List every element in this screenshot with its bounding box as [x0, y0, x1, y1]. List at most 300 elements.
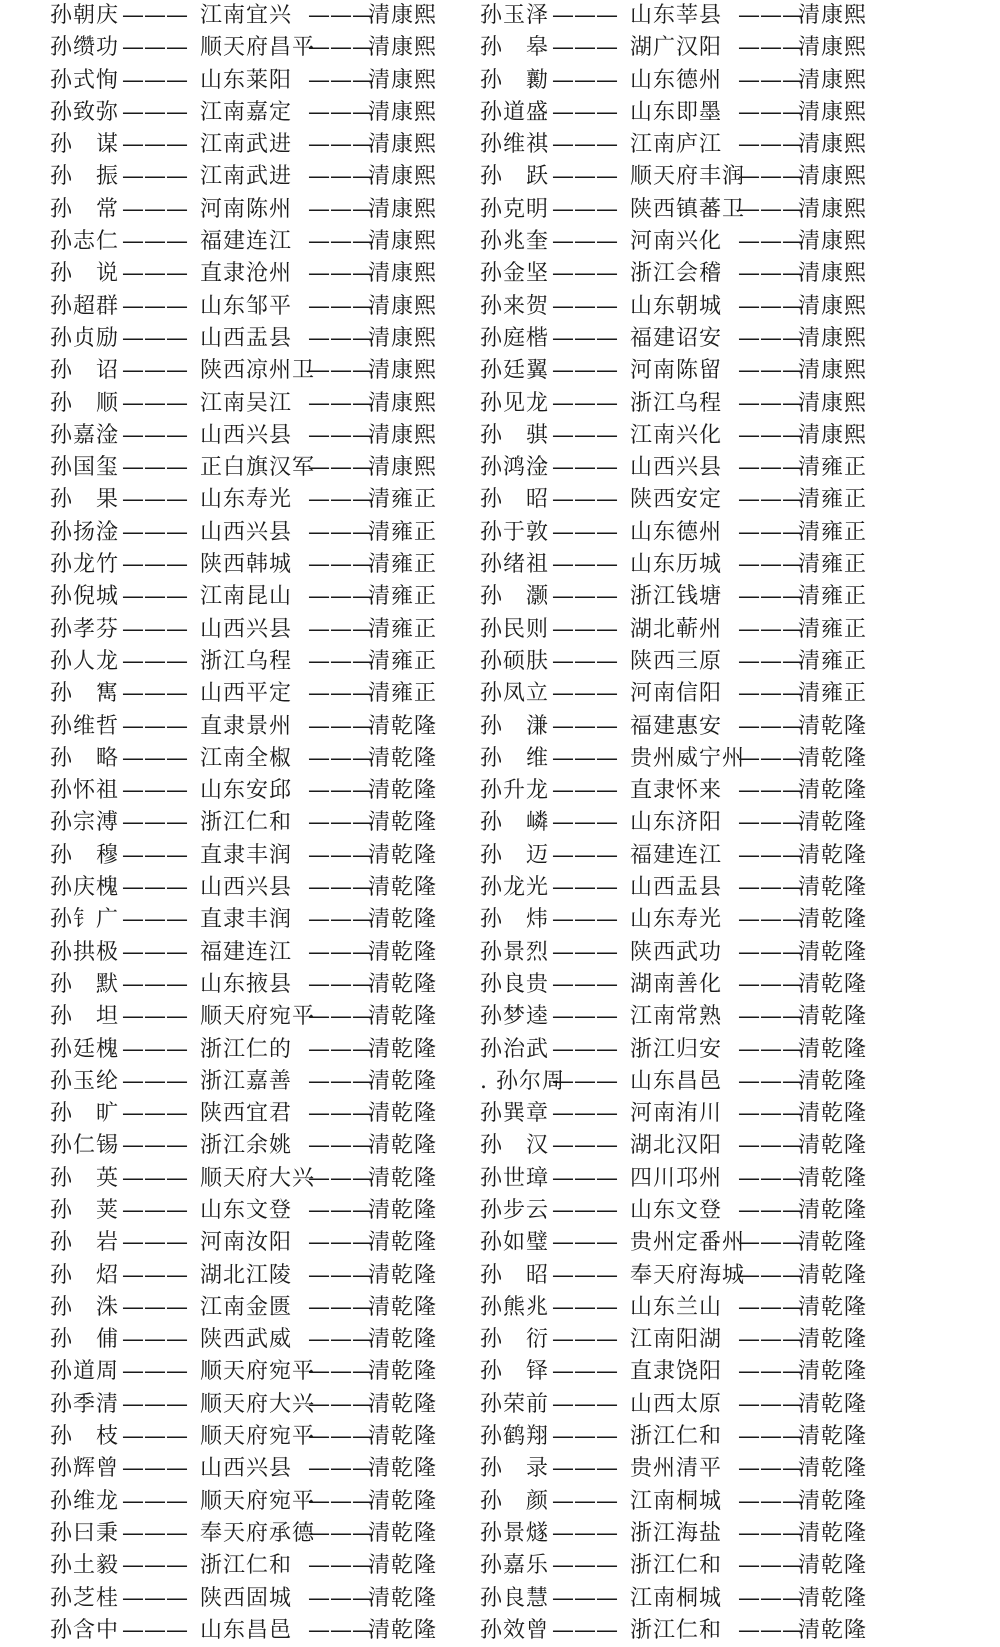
person-name: 孙鸿淦: [480, 455, 550, 481]
list-item: [480, 291, 950, 323]
place-of-origin: 陕西武功: [630, 939, 723, 965]
separator: ———: [738, 196, 804, 222]
person-name: 孙 寯: [50, 681, 120, 707]
person-name: 孙 岩: [50, 1230, 120, 1256]
list-item: [480, 1260, 950, 1292]
place-of-origin: 山东寿光: [630, 907, 723, 933]
person-name: 孙人龙: [50, 648, 120, 674]
person-name: 孙如璧: [480, 1230, 550, 1256]
dynasty-era: 清雍正: [368, 616, 438, 642]
list-item: [480, 1453, 950, 1485]
separator: ———: [552, 1036, 618, 1062]
person-name: 孙熊兆: [480, 1294, 550, 1320]
dynasty-era: 清乾隆: [368, 1585, 438, 1611]
separator: ———: [308, 1424, 374, 1450]
place-of-origin: 山东文登: [200, 1197, 293, 1223]
separator: ———: [122, 745, 188, 771]
separator: ———: [552, 67, 618, 93]
list-item: [480, 1486, 950, 1518]
separator: ———: [738, 1327, 804, 1353]
place-of-origin: 奉天府海城: [630, 1262, 746, 1288]
dynasty-era: 清乾隆: [798, 1262, 868, 1288]
place-of-origin: 陕西凉州卫: [200, 358, 316, 384]
person-name: 孙 迈: [480, 842, 550, 868]
list-item: [50, 1292, 470, 1324]
list-item: [50, 0, 470, 32]
list-item: [50, 549, 470, 581]
place-of-origin: 浙江会稽: [630, 261, 723, 287]
place-of-origin: 福建惠安: [630, 713, 723, 739]
place-of-origin: 湖北江陵: [200, 1262, 293, 1288]
dynasty-era: 清康熙: [798, 132, 868, 158]
place-of-origin: 浙江余姚: [200, 1133, 293, 1159]
person-name: 孙含中: [50, 1617, 120, 1643]
list-item: [480, 32, 950, 64]
list-item: [480, 323, 950, 355]
dynasty-era: 清乾隆: [368, 1327, 438, 1353]
dynasty-era: 清康熙: [368, 455, 438, 481]
person-name: 孙 英: [50, 1165, 120, 1191]
separator: ———: [308, 1165, 374, 1191]
list-item: [50, 388, 470, 420]
separator: ———: [552, 1004, 618, 1030]
dynasty-era: 清乾隆: [368, 1424, 438, 1450]
dynasty-era: 清康熙: [368, 325, 438, 351]
list-item: [50, 743, 470, 775]
person-name: 孙道周: [50, 1359, 120, 1385]
list-item: [50, 937, 470, 969]
dynasty-era: 清康熙: [798, 229, 868, 255]
list-item: [50, 807, 470, 839]
separator: ———: [122, 1553, 188, 1579]
separator: ———: [122, 1585, 188, 1611]
separator: ———: [552, 1165, 618, 1191]
separator: ———: [122, 907, 188, 933]
dynasty-era: 清乾隆: [368, 1133, 438, 1159]
list-item: [480, 1001, 950, 1033]
dynasty-era: 清雍正: [798, 487, 868, 513]
place-of-origin: 山东邹平: [200, 293, 293, 319]
place-of-origin: 浙江仁和: [200, 810, 293, 836]
dynasty-era: 清乾隆: [798, 971, 868, 997]
list-item: [480, 1550, 950, 1582]
separator: ———: [122, 1133, 188, 1159]
separator: ———: [552, 261, 618, 287]
list-item: [480, 517, 950, 549]
dynasty-era: 清雍正: [368, 584, 438, 610]
separator: ———: [552, 1133, 618, 1159]
separator: ———: [308, 422, 374, 448]
separator: ———: [308, 971, 374, 997]
separator: ———: [308, 1327, 374, 1353]
separator: ———: [308, 1197, 374, 1223]
separator: ———: [122, 1520, 188, 1546]
place-of-origin: 江南金匮: [200, 1294, 293, 1320]
separator: ———: [738, 1068, 804, 1094]
dynasty-era: 清乾隆: [368, 875, 438, 901]
dynasty-era: 清乾隆: [798, 1424, 868, 1450]
separator: ———: [308, 358, 374, 384]
dynasty-era: 清乾隆: [368, 1391, 438, 1417]
person-name: 孙 昭: [480, 1262, 550, 1288]
dynasty-era: 清乾隆: [798, 1036, 868, 1062]
list-item: [50, 1389, 470, 1421]
place-of-origin: 山西兴县: [200, 519, 293, 545]
separator: ———: [738, 1585, 804, 1611]
place-of-origin: 顺天府昌平: [200, 35, 316, 61]
list-item: [480, 549, 950, 581]
dynasty-era: 清乾隆: [798, 939, 868, 965]
person-name: 孙 顺: [50, 390, 120, 416]
place-of-origin: 福建连江: [630, 842, 723, 868]
separator: ———: [308, 584, 374, 610]
place-of-origin: 山东掖县: [200, 971, 293, 997]
separator: ———: [738, 422, 804, 448]
place-of-origin: 湖北汉阳: [630, 1133, 723, 1159]
person-name: 孙荣前: [480, 1391, 550, 1417]
list-item: [50, 291, 470, 323]
place-of-origin: 江南嘉定: [200, 99, 293, 125]
person-name: 孙兆奎: [480, 229, 550, 255]
separator: ———: [552, 1520, 618, 1546]
separator: ———: [738, 1553, 804, 1579]
person-name: 孙曰秉: [50, 1520, 120, 1546]
separator: ———: [552, 3, 618, 28]
list-item: [50, 646, 470, 678]
separator: ———: [122, 3, 188, 28]
place-of-origin: 江南昆山: [200, 584, 293, 610]
place-of-origin: 直隶饶阳: [630, 1359, 723, 1385]
separator: ———: [122, 99, 188, 125]
separator: ———: [122, 810, 188, 836]
separator: ———: [308, 196, 374, 222]
dynasty-era: 清雍正: [368, 519, 438, 545]
person-name: 孙绪祖: [480, 552, 550, 578]
place-of-origin: 山东昌邑: [200, 1617, 293, 1643]
place-of-origin: 河南汝阳: [200, 1230, 293, 1256]
list-item: [480, 355, 950, 387]
place-of-origin: 江南阳湖: [630, 1327, 723, 1353]
list-item: [50, 258, 470, 290]
separator: ———: [122, 229, 188, 255]
separator: ———: [552, 616, 618, 642]
person-name: 孙辉曾: [50, 1456, 120, 1482]
place-of-origin: 山东历城: [630, 552, 723, 578]
separator: ———: [738, 1456, 804, 1482]
person-name: 孙 俌: [50, 1327, 120, 1353]
person-name: 孙 说: [50, 261, 120, 287]
separator: ———: [552, 164, 618, 190]
separator: ———: [122, 1327, 188, 1353]
list-item: [480, 1615, 950, 1647]
person-name: 孙 炜: [480, 907, 550, 933]
place-of-origin: 浙江仁和: [630, 1553, 723, 1579]
dynasty-era: 清乾隆: [798, 745, 868, 771]
separator: ———: [122, 164, 188, 190]
dynasty-era: 清乾隆: [798, 810, 868, 836]
list-item: [50, 904, 470, 936]
separator: ———: [122, 293, 188, 319]
dynasty-era: 清乾隆: [798, 1456, 868, 1482]
place-of-origin: 山东安邱: [200, 778, 293, 804]
list-item: [50, 355, 470, 387]
person-name: 孙世璋: [480, 1165, 550, 1191]
list-item: [480, 1583, 950, 1615]
dynasty-era: 清雍正: [798, 584, 868, 610]
dynasty-era: 清雍正: [798, 616, 868, 642]
list-item: [50, 1615, 470, 1647]
list-item: [480, 258, 950, 290]
person-name: 孙景烈: [480, 939, 550, 965]
dynasty-era: 清乾隆: [368, 1359, 438, 1385]
person-name: 孙克明: [480, 196, 550, 222]
list-item: [50, 1195, 470, 1227]
place-of-origin: 陕西宜君: [200, 1101, 293, 1127]
place-of-origin: 山东济阳: [630, 810, 723, 836]
separator: ———: [552, 229, 618, 255]
list-item: [50, 32, 470, 64]
person-name: 孙孝芬: [50, 616, 120, 642]
person-name: 孙仁锡: [50, 1133, 120, 1159]
person-name: 孙见龙: [480, 390, 550, 416]
separator: ———: [122, 325, 188, 351]
separator: ———: [552, 1359, 618, 1385]
person-name: 孙 旷: [50, 1101, 120, 1127]
person-name: 孙廷槐: [50, 1036, 120, 1062]
dynasty-era: 清康熙: [798, 3, 868, 28]
separator: ———: [308, 616, 374, 642]
separator: ———: [552, 487, 618, 513]
separator: ———: [308, 1553, 374, 1579]
dynasty-era: 清乾隆: [798, 1391, 868, 1417]
person-name: 孙良慧: [480, 1585, 550, 1611]
separator: ———: [552, 1197, 618, 1223]
list-item: [50, 840, 470, 872]
place-of-origin: 河南陈州: [200, 196, 293, 222]
dynasty-era: 清康熙: [368, 196, 438, 222]
list-item: [50, 1518, 470, 1550]
place-of-origin: 山西盂县: [630, 875, 723, 901]
place-of-origin: 浙江钱塘: [630, 584, 723, 610]
dynasty-era: 清康熙: [368, 35, 438, 61]
dynasty-era: 清康熙: [798, 67, 868, 93]
place-of-origin: 山东兰山: [630, 1294, 723, 1320]
separator: ———: [308, 1456, 374, 1482]
list-item: [480, 161, 950, 193]
list-item: [50, 129, 470, 161]
list-item: [50, 1034, 470, 1066]
separator: ———: [122, 1359, 188, 1385]
place-of-origin: 山西兴县: [200, 1456, 293, 1482]
separator: ———: [552, 648, 618, 674]
place-of-origin: 直隶沧州: [200, 261, 293, 287]
list-item: [50, 1163, 470, 1195]
list-item: [480, 1292, 950, 1324]
separator: ———: [308, 35, 374, 61]
separator: ———: [738, 1617, 804, 1643]
place-of-origin: 山东即墨: [630, 99, 723, 125]
list-item: [480, 1227, 950, 1259]
separator: ———: [738, 616, 804, 642]
separator: ———: [552, 455, 618, 481]
separator: ———: [122, 422, 188, 448]
person-name: 孙 跃: [480, 164, 550, 190]
list-item: [50, 420, 470, 452]
dynasty-era: 清康熙: [368, 358, 438, 384]
separator: ———: [308, 1617, 374, 1643]
person-name: 孙 荚: [50, 1197, 120, 1223]
dynasty-era: 清康熙: [798, 261, 868, 287]
list-item: [480, 1066, 950, 1098]
separator: ———: [122, 1617, 188, 1643]
separator: ———: [122, 875, 188, 901]
place-of-origin: 陕西韩城: [200, 552, 293, 578]
separator: ———: [738, 552, 804, 578]
separator: ———: [552, 519, 618, 545]
separator: ———: [552, 1101, 618, 1127]
person-name: 孙 谋: [50, 132, 120, 158]
separator: ———: [552, 1327, 618, 1353]
place-of-origin: 福建诏安: [630, 325, 723, 351]
dynasty-era: 清乾隆: [368, 1488, 438, 1514]
place-of-origin: 陕西镇蕃卫: [630, 196, 746, 222]
separator: ———: [308, 132, 374, 158]
dynasty-era: 清乾隆: [798, 1068, 868, 1094]
place-of-origin: 陕西三原: [630, 648, 723, 674]
list-item: [50, 614, 470, 646]
person-name: 孙 骐: [480, 422, 550, 448]
list-item: [50, 1583, 470, 1615]
dynasty-era: 清雍正: [798, 681, 868, 707]
person-name: 孙芝桂: [50, 1585, 120, 1611]
list-item: [50, 484, 470, 516]
separator: ———: [552, 132, 618, 158]
place-of-origin: 福建连江: [200, 939, 293, 965]
separator: ———: [738, 584, 804, 610]
separator: ———: [308, 1391, 374, 1417]
separator: ———: [122, 1101, 188, 1127]
dynasty-era: 清乾隆: [798, 1133, 868, 1159]
dynasty-era: 清乾隆: [368, 1617, 438, 1643]
separator: ———: [738, 810, 804, 836]
place-of-origin: 山西盂县: [200, 325, 293, 351]
separator: ———: [738, 390, 804, 416]
person-name: 孙倪城: [50, 584, 120, 610]
person-name: 孙 维: [480, 745, 550, 771]
dynasty-era: 清康熙: [798, 390, 868, 416]
separator: ———: [552, 196, 618, 222]
separator: ———: [738, 1262, 804, 1288]
person-name: 孙 勷: [480, 67, 550, 93]
separator: ———: [738, 778, 804, 804]
dynasty-era: 清康熙: [368, 422, 438, 448]
dynasty-era: 清乾隆: [368, 1456, 438, 1482]
person-name: 孙维龙: [50, 1488, 120, 1514]
separator: ———: [738, 519, 804, 545]
person-name: 孙 昭: [480, 487, 550, 513]
place-of-origin: 陕西安定: [630, 487, 723, 513]
separator: ———: [552, 1294, 618, 1320]
list-item: [50, 452, 470, 484]
person-name: 孙嘉淦: [50, 422, 120, 448]
list-item: [480, 1324, 950, 1356]
separator: ———: [552, 745, 618, 771]
place-of-origin: 江南桐城: [630, 1585, 723, 1611]
place-of-origin: 江南武进: [200, 164, 293, 190]
list-item: [50, 872, 470, 904]
right-column: [480, 0, 950, 1647]
separator: ———: [122, 939, 188, 965]
dynasty-era: 清康熙: [368, 164, 438, 190]
list-item: [480, 1195, 950, 1227]
separator: ———: [308, 778, 374, 804]
list-item: [480, 194, 950, 226]
person-name: 孙 颜: [480, 1488, 550, 1514]
place-of-origin: 江南全椒: [200, 745, 293, 771]
dynasty-era: 清乾隆: [798, 1230, 868, 1256]
person-name: 孙 常: [50, 196, 120, 222]
separator: ———: [738, 35, 804, 61]
separator: ———: [308, 1488, 374, 1514]
separator: ———: [308, 1294, 374, 1320]
dynasty-era: 清雍正: [798, 648, 868, 674]
person-name: 孙维祺: [480, 132, 550, 158]
place-of-origin: 江南庐江: [630, 132, 723, 158]
separator: ———: [122, 1004, 188, 1030]
person-name: 孙国玺: [50, 455, 120, 481]
separator: ———: [738, 67, 804, 93]
list-item: [50, 226, 470, 258]
place-of-origin: 顺天府宛平: [200, 1004, 316, 1030]
separator: ———: [552, 1553, 618, 1579]
list-item: [50, 517, 470, 549]
separator: ———: [308, 293, 374, 319]
dynasty-era: 清乾隆: [368, 1230, 438, 1256]
separator: ———: [122, 1424, 188, 1450]
dynasty-era: 清乾隆: [798, 1197, 868, 1223]
place-of-origin: 贵州清平: [630, 1456, 723, 1482]
place-of-origin: 顺天府大兴: [200, 1391, 316, 1417]
dynasty-era: 清乾隆: [368, 1262, 438, 1288]
place-of-origin: 浙江乌程: [200, 648, 293, 674]
dynasty-era: 清乾隆: [368, 1101, 438, 1127]
person-name: 孙季清: [50, 1391, 120, 1417]
person-name: 孙 振: [50, 164, 120, 190]
person-name: 孙巽章: [480, 1101, 550, 1127]
list-item: [480, 614, 950, 646]
dynasty-era: 清康熙: [798, 325, 868, 351]
person-name: 孙景燧: [480, 1520, 550, 1546]
separator: ———: [308, 3, 374, 28]
dynasty-era: 清乾隆: [798, 1327, 868, 1353]
place-of-origin: 山西太原: [630, 1391, 723, 1417]
list-item: [50, 775, 470, 807]
separator: ———: [308, 648, 374, 674]
separator: ———: [738, 229, 804, 255]
list-item: [480, 97, 950, 129]
separator: ———: [738, 1036, 804, 1062]
separator: ———: [552, 325, 618, 351]
separator: ———: [552, 99, 618, 125]
list-item: [50, 1260, 470, 1292]
dynasty-era: 清乾隆: [368, 1294, 438, 1320]
person-name: 孙志仁: [50, 229, 120, 255]
separator: ———: [122, 778, 188, 804]
separator: ———: [308, 552, 374, 578]
list-item: [50, 1486, 470, 1518]
person-name: 孙庆槐: [50, 875, 120, 901]
separator: ———: [122, 455, 188, 481]
